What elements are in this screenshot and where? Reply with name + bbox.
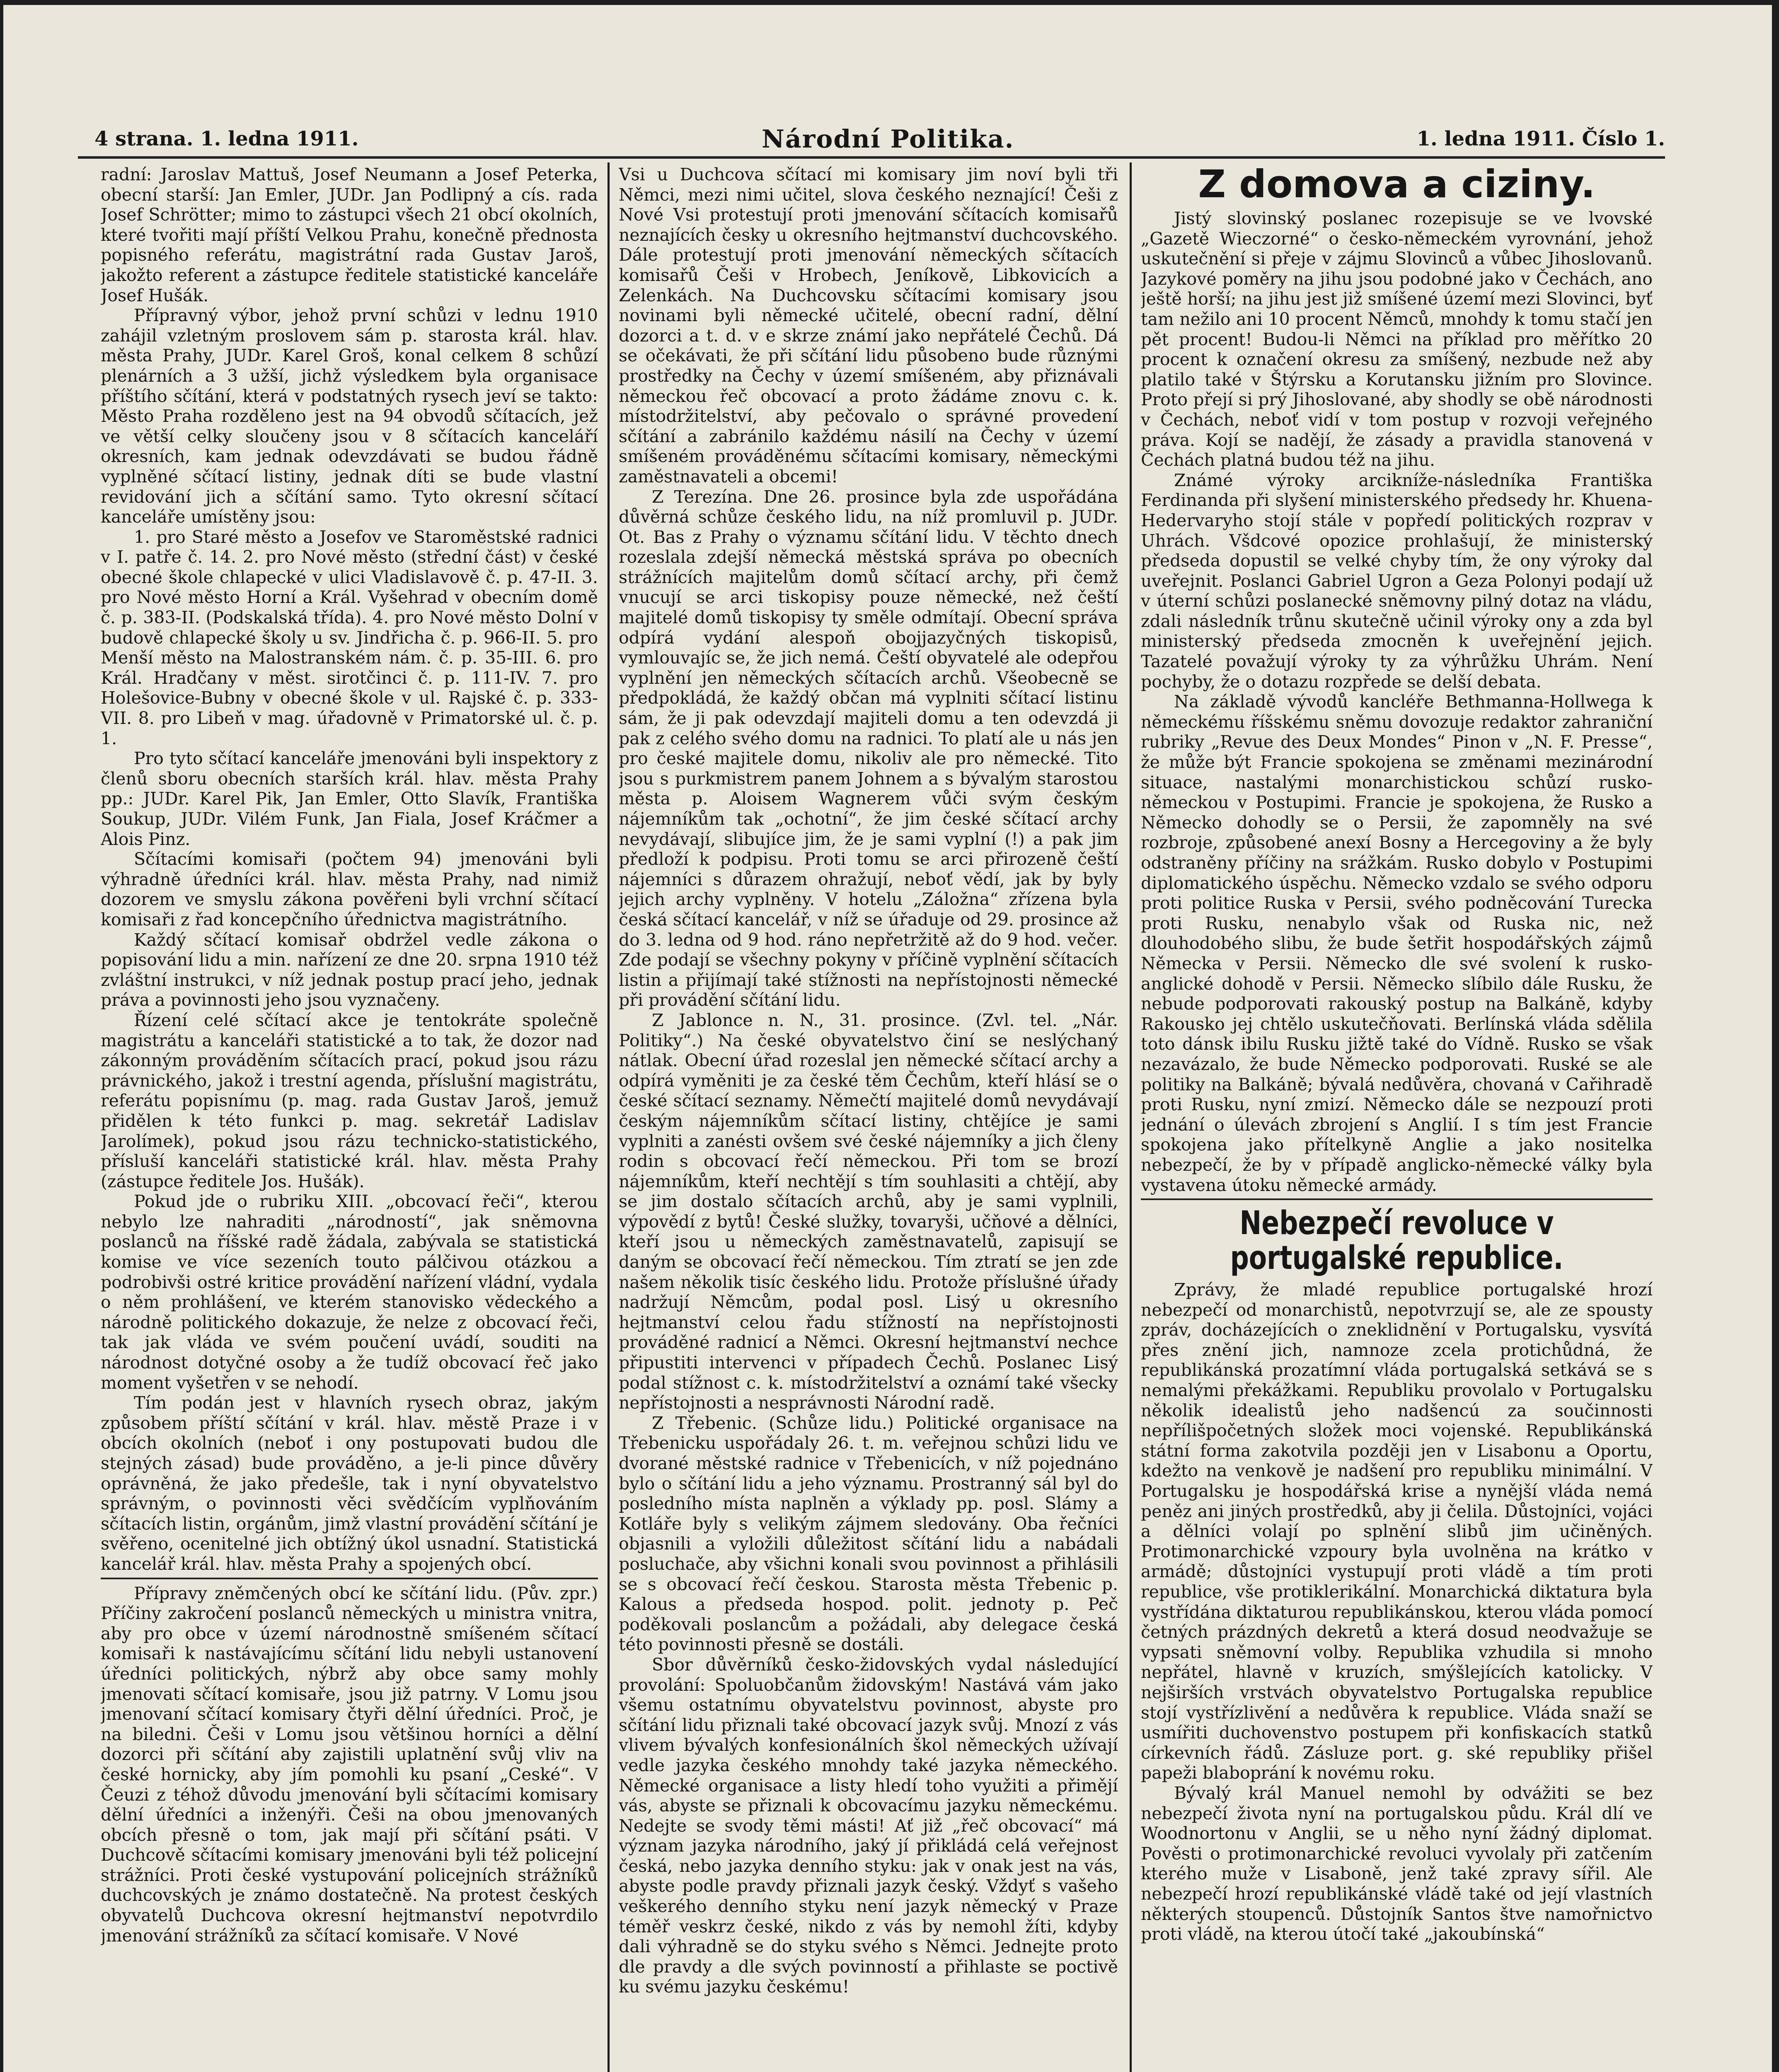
page-corner-stamp [1515,9,1650,109]
newspaper-page [3,5,1772,2072]
article-divider [1141,1198,1653,1200]
article-paragraph: Sbor důvěrníků česko-židovských vydal následující provolání: Spoluobčanům židovským! Nastává vám jako všemu ostatnímu obyvatelstvu povinnost, abyste pro sčítání lidu přiznali také obcovací jazyk svůj. Mnozí z vás vlivem bývalých konfesionálních škol německých užívají vedle jazyka českého mnohdy také jazyka německého. Německé organisace a listy hledí toho využiti a přimějí vás, abyste se přiznali k obcovacímu jazyku německému. Nedejte se svody těmi másti! Ať již „řeč obcovací“ má význam jazyka národního, jaký jí přikládá celá veřejnost česká, nebo jazyka denního styku: jak v onak jest na vás, abyste podle pravdy přiznali jazyk český. Vždyť s vašeho veškerého denního styku není jazyk německý v Praze téměř veskrz české, nikdo z vás by nemohl žíti, kdyby dali výhradně se do styku svého s Němci. Jednejte proto dle pravdy a dle svých povinností a přihlaste se poctivě ku svému jazyku českému! [619,1654,1118,1997]
article-paragraph: Tím podán jest v hlavních rysech obraz, jakým způsobem příští sčítání v král. hlav. městě Praze i v obcích okolních (neboť i ony postupovati budou dle stejných zásad) bude prováděno, a je-li pince důvěry oprávněná, že jako předešle, tak i nyní obyvatelstvo správným, o povinnosti věci svědčícím vyplňováním sčítacích listin, orgánům, jimž vlastní provádění sčítání je svěřeno, ocenitelné jich obtížný úkol usnadní. Statistická kancelář král. hlav. města Prahy a spojených obcí. [101,1393,598,1574]
article-paragraph: Přípravy zněmčených obcí ke sčítání lidu. (Pův. zpr.) Příčiny zakročení poslanců německých u ministra vnitra, aby pro obce v území národnostně smíšeném sčítací komisaři k nastávajícímu sčítání lidu nebyli ustanovení úředníci politických, nýbrž aby obce samy mohly jmenovati sčítací komisaře, jsou již patrny. V Lomu jsou jmenovaní sčítací komisary čtyři dělní úředníci. Proč, je na biledni. Češi v Lomu jsou většinou horníci a dělní dozorci při sčítání aby zajistili uplatnění svůj vliv na české hornicky, aby jím pomohli ku psaní „Ceské“. V Čeuzi z téhož důvodu jmenování byli sčítacími komisary dělní úředníci a inženýři. Češi na obou jmenovaných obcích přesně o tom, jak mají při sčítání psáti. V Duchcově sčítacími komisary jmenováni byli též policejní strážníci. Proti české vystupování policejních strážníků duchcovských je známo dostatečně. Na protest českých obyvatelů Duchcova okresní hejtmanství nepotvrdilo jmenování strážníků za sčítací komisaře. V Nové [101,1583,598,1946]
column-rule-1 [608,162,610,2072]
article-paragraph: Sčítacími komisaři (počtem 94) jmenováni byli výhradně úředníci král. hlav. města Prahy, nad nimiž dozorem ve smyslu zákona pověřeni byli vrchní sčítací komisaři z řad koncepčního úřednictva magistrátního. [101,849,598,929]
article-paragraph: Pokud jde o rubriku XIII. „obcovací řeči“, kterou nebylo lze nahraditi „národností“, jak sněmovna poslanců na říšské radě žádala, zabývala se statistická komise ve více sezeních touto pálčivou otázkou a podrobivši ostré kritice provádění nařízení vládní, vydala o něm prohlášení, ve kterém stanovisko vědeckého a národně politického dokazuje, že nelze z obcovací řeči, tak jak vláda ve svém poučení uvádí, souditi na národnost dotyčné osoby a že tudíž obcovací řeč jako moment vyšetřen v se nehodí. [101,1191,598,1393]
article-paragraph: Vsi u Duchcova sčítací mi komisary jim noví byli tři Němci, mezi nimi učitel, slova českého neznající! Češi z Nové Vsi protestují proti jmenování sčítacích komisařů neznajících česky u okresního hejtmanství duchcovského. Dále protestují proti jmenování německých sčítacích komisařů Češi v Hrobech, Jeníkově, Libkovicích a Zelenkách. Na Duchcovsku sčítacími komisary jsou novinami byli německé učitelé, obecní radní, dělní dozorci a t. d. v e skrze známí jako nepřátelé Čechů. Dá se očekávati, že při sčítání lidu působeno bude různými prostředky na Čechy v území smíšeném, aby přiznávali německou řeč obcovací a proto žádáme znovu c. k. místodržitelství, aby pečovalo o správné provedení sčítání a zabránilo každému násilí na Čechy v území smíšeném prováděnému sčítacími komisary, německými zaměstnavateli a obcemi! [619,165,1118,487]
article-paragraph: Bývalý král Manuel nemohl by odvážiti se bez nebezpečí života nyní na portugalskou půdu. Král dlí ve Woodnortonu v Anglii, se u něho nyní žádný diplomat. Pověsti o protimonarchické revoluci vyvolaly při zatčením kterého muže v Lisaboně, jenž také zpravy sířil. Ale nebezpečí hrozí republikánské vládě také od její vlastních některých stoupenců. Důstojník Santos štve namořnictvo proti vládě, na kterou útočí také „jakoubínská“ [1141,1783,1653,1944]
article-paragraph: Z Třebenic. (Schůze lidu.) Politické organisace na Třebenicku uspořádaly 26. t. m. veřejnou schůzi lidu ve dvorané městské radnice v Třebenicích, v níž pojednáno bylo o sčítání lidu a jeho významu. Prostranný sál byl do posledního místa naplněn a výklady pp. posl. Slámy a Kotláře byly s velikým zájmem sledovány. Oba řečníci objasnili a vyložili důležitost sčítání lidu a nabádali posluchače, aby všichni konali svou povinnost a přihlásili se s obcovací řečí českou. Starosta města Třebenic p. Kalous a předseda hospod. polit. jednoty p. Peč poděkovali poslancům a požádali, aby delegace česká této povinnosti přesně se dostáli. [619,1413,1118,1655]
article-paragraph: Známé výroky arcikníže-následníka Františka Ferdinanda při slyšení ministerského předsedy hr. Khuena-Hedervaryho stojí stále v popředí politických rozprav v Uhrách. Všdcové opozice prohlašují, že ministerský předseda dopustil se velké chyby tím, že ony výroky dal uveřejnit. Poslanci Gabriel Ugron a Geza Polonyi podají už v úterní schůzi poslanecké sněmovny pilný dotaz na vládu, zdali následník trůnu skutečně učinil výroky ony a zda byl ministerský předseda zmocněn k uveřejnění jejich. Tazatelé považují výroky ty za výhrůžku Uhrám. Není pochyby, že o dotazu rozpřede se delší debata. [1141,470,1653,692]
column-2 [619,165,1118,2072]
column-3 [1141,165,1653,2072]
article-paragraph: Z Jablonce n. N., 31. prosince. (Zvl. tel. „Nár. Politiky“.) Na české obyvatelstvo činí se neslýchaný nátlak. Obecní úřad rozeslal jen německé sčítací archy a odpírá vyměniti je za české těm Čechům, kteří hlásí se o české sčítací seznamy. Němečtí majitelé domů nevydávají českým nájemníkům sčítací listiny, chtějíce je sami vyplniti a zanésti ovšem své české nájemníky a jich členy rodin s obcovací řečí německou. Při tom se brozí nájemníkům, kteří nechtějí s tím souhlasiti a chtějí, aby se jim dostalo sčítacích archů, aby je sami vyplnili, výpovědí z bytů! České služky, tovaryši, učňové a dělníci, kteří jsou u německých zaměstnavatelů, zapisují se daným se obcovací řečí německou. Tím ztratí se jen zde našem několik tisíc českého lidu. Protože příslušné úřady nadržují Němcům, podal posl. Lisý u okresního hejtmanství celou řadu stížností na nepřístojnosti prováděné radnicí a Němci. Okresní hejtmanství nechce připustiti intervenci v případech Čechů. Poslanec Lisý podal stížnost c. k. místodržitelství a oznámí také všecky nepřístojnosti a nesprávnosti Národní radě. [619,1010,1118,1413]
article-paragraph: Řízení celé sčítací akce je tentokráte společně magistrátu a kanceláři statistické a to tak, že dozor nad zákonným prováděním sčítacích prací, pokud jsou rázu právnického, jakož i trestní agenda, příslušní magistrátu, referátu popisnímu (p. mag. rada Gustav Jaroš, jemuž přidělen k této funkci p. mag. sekretář Ladislav Jarolímek), pokud jsou rázu technicko-statistického, přísluší kanceláři statistické král. hlav. města Prahy (zástupce ředitele Jos. Hušák). [101,1010,598,1191]
article-paragraph: Pro tyto sčítací kanceláře jmenováni byli inspektory z členů sboru obecních starších král. hlav. města Prahy pp.: JUDr. Karel Pik, Jan Emler, Otto Slavík, Františka Soukup, JUDr. Vilém Funk, Jan Fiala, Josef Kráčmer a Alois Pinz. [101,748,598,849]
article-paragraph: Zprávy, že mladé republice portugalské hrozí nebezpečí od monarchistů, nepotvrzují se, ale ze spousty zpráv, docházejících o zneklidnění v Portugalsku, vysvítá přes znění jich, namnoze zcela protichůdná, že republikánská prozatímní vláda portugalská setkává se s nemalými překážkami. Republiku provolalo v Portugalsku několik idealistů jeho nadšencú za součinnosti nepřílišpočetných složek moci vojenské. Republikánská státní forma zakotvila později jen v Lisabonu a Oportu, kdežto na venkově je nadšení pro republiku minimální. V Portugalsku je hospodářská krise a nynější vláda nemá peněz ani jiných prostředků, aby ji čelila. Důstojníci, vojáci a dělníci volají po splnění slibů jim učiněných. Protimonarchické vzpoury byla uvolněna na krátko v armádě; důstojníci vystupují proti vládě a tím proti republice, vše protiklerikální. Monarchická diktatura byla vystřídána diktaturou republikánskou, kterou vláda pomocí četných prázdných dekretů a která dosud neodvažuje se vypsati sněmovní volby. Republika vzhudila si mnoho nepřátel, hlavně v kruzích, smýšlejících katolicky. V nejširších vrstvách obyvatelstvo Portugalska republice stojí vystřízlivění a nedůvěra k republice. Vláda snaží se usmířiti duchovenstvo postupem při konfiskacích statků církevních řádů. Zásluze port. g. ské republiky přišel papeži blaboprání k novému roku. [1141,1280,1653,1783]
article-paragraph: Na základě vývodů kancléře Bethmanna-Hollwega k německému říšskému sněmu dovozuje redaktor zahraniční rubriky „Revue des Deux Mondes“ Pinon v „N. F. Presse“, že může být Francie spokojena se změnami mezinárodní situace, nastalými monarchistickou schůzí rusko-německou v Postupimi. Francie je spokojena, že Rusko a Německo dohodly se o Persii, že zapomněly na své rozbroje, způsobené anexí Bosny a Hercegoviny a že byly odstraněny příčiny na srážkám. Rusko dobylo v Postupimi diplomatického úspěchu. Německo vzdalo se svého odporu proti politice Ruska v Persii, svého podněcování Turecka proti Rusku, nenabylo však od Ruska nic, než dlouhodobého slibu, že bude šetřit hospodářských zájmů Německa v Persii. Německo dle své svolení k rusko-anglické dohodě v Persii. Německo slíbilo dále Rusku, že nebude podporovati rakouský postup na Balkáně, kdyby Rakousko jej chtělo uskutečňovati. Berlínská vláda sdělila toto dánsk ibilu Rusku jižtě také do Vídně. Rusko se však nezavázalo, že bude Německo podporovati. Ruské se ale politiky na Balkáně; bývalá nedůvěra, chovaná v Cařihradě proti Rusku, nyní zmizí. Německo dále se nezpouzí proti jednání o úlevách zbrojení s Anglií. I s tím jest Francie spokojena jako přítelkyně Anglie a jako nositelka nebezpečí, že by v případě anglicko-německé války byla vystavena útoku německé armády. [1141,692,1653,1195]
masthead-line [78,123,1665,159]
column-rule-2 [1130,162,1132,2072]
newspaper-title: Národní Politika. [762,125,1014,154]
page-number-date: 4 strana. 1. ledna 1911. [94,127,359,150]
section-heading: Z domova a ciziny. [1198,165,1595,206]
article-paragraph: Z Terezína. Dne 26. prosince byla zde uspořádána důvěrná schůze českého lidu, na níž promluvil p. JUDr. Ot. Bas z Prahy o významu sčítání lidu. V těchto dnech rozeslala zdejší německá městská správa po obecních strážnících majitelům domů sčítací archy, při čemž vnucují se arci tiskopisy pouze německé, než čeští majitelé domů tiskopisy ty směle odmítají. Obecní správa odpírá vydání alespoň obojjazyčných tiskopisů, vymlouvajíc se, že jich nemá. Čeští obyvatelé ale odepřou vyplnění jen německých sčítacích archů. Všeobecně se předpokládá, že každý občan má vyplniti sčítací listinu sám, že ji pak odevzdají majiteli domu a ten odevzdá ji pak z celého svého domu na radnici. To platí ale u nás jen pro české majitele domu, nikoliv ale pro německé. Tito jsou s purkmistrem panem Johnem a s bývalým starostou města p. Aloisem Wagnerem vůči svým českým nájemníkům tak „ochotní“, že jim české sčítací archy nevydávají, slibujíce jim, že je sami vyplní (!) a pak jim předloží k podpisu. Proti tomu se arci přirozeně čeští nájemníci s důrazem ohražují, neboť vědí, jak by byly jejich archy vyplněny. V hotelu „Záložna“ zřízena byla česká sčítací kancelář, v níž se úřaduje od 29. prosince až do 3. ledna od 9 hod. ráno nepřetržitě až do 9 hod. večer. Zde podají se všechny pokyny v příčině vyplnění sčítacích listin a přijímají také stížnosti na nepřístojnosti německé při provádění sčítání lidu. [619,487,1118,1010]
issue-date-number: 1. ledna 1911. Číslo 1. [1416,127,1665,150]
article-paragraph: radní: Jaroslav Mattuš, Josef Neumann a Josef Peterka, obecní starší: Jan Emler, JUDr. Jan Podlipný a cís. rada Josef Schrötter; mimo to zástupci všech 21 obcí okolních, které tvořiti mají příští Velkou Prahu, konečně přednosta popisného referátu, magistrátní rada Gustav Jaroš, jakožto referent a zástupce ředitele statistické kanceláře Josef Hušák. [101,165,598,305]
article-paragraph: Přípravný výbor, jehož první schůzi v lednu 1910 zahájil vzletným proslovem sám p. starosta král. hlav. města Prahy, JUDr. Karel Groš, konal celkem 8 schůzí plenárních a 3 užší, jichž výsledkem byla organisace příštího sčítání, která v podstatných rysech jeví se takto: Město Praha rozděleno jest na 94 obvodů sčítacích, jež ve větší celky sloučeny jsou v 8 sčítacích kanceláří okresních, kam jednak odevzdávati se budou řádně vyplněné sčítací listiny, jednak díti se bude vlastní revidování jich a sčítání samo. Tyto okresní sčítací kanceláře umístěny jsou: [101,305,598,527]
column-1 [101,165,598,2072]
article-paragraph: Každý sčítací komisař obdržel vedle zákona o popisování lidu a min. nařízení ze dne 20. srpna 1910 též zvláštní instrukci, v níž jednak postup prací jeho, jednak práva a povinnosti jeho jsou vyznačeny. [101,929,598,1010]
office-list: 1. pro Staré město a Josefov ve Staroměstské radnici v I. patře č. 14. 2. pro Nové město (střední část) v české obecné škole chlapecké v ulici Vladislavově č. p. 47-II. 3. pro Nové město Horní a Král. Vyšehrad v obecním domě č. p. 383-II. (Podskalská třída). 4. pro Nové město Dolní v budově chlapecké školy u sv. Jindřicha č. p. 966-II. 5. pro Menší město na Malostranském nám. č. p. 35-III. 6. pro Král. Hradčany v měst. sirotčinci č. p. 111-IV. 7. pro Holešovice-Bubny v obecné škole v ul. Rajské č. p. 333-VII. 8. pro Libeň v mag. úřadovně v Primatorské ul. č. p. 1. [101,527,598,748]
article-divider [101,1578,598,1579]
article-paragraph: Jistý slovinský poslanec rozepisuje se ve lvovské „Gazetě Wieczorné“ o česko-německém vyrovnání, jehož uskutečnění si přeje v zájmu Slovinců a vůbec Jihoslovanů. Jazykové poměry na jihu jsou podobné jako v Čechách, ano ještě horší; na jihu jest již smíšené území mezi Slovinci, byť tam nežilo ani 10 procent Němců, mnohdy k tomu stačí jen pět procent! Budou-li Němci na příklad pro měřítko 20 procent k označení okresu za smíšený, nezbude než aby platilo také v Štýrsku a Korutansku jižním pro Slovince. Proto přejí si prý Jihoslované, aby shodly se obě národnosti v Čechách, neboť vidí v tom postup v rozvoji veřejného práva. Kojí se nadějí, že zásady a pravidla stanovená v Čechách platná budou též na jihu. [1141,208,1653,470]
article-headline: Nebezpečí revoluce v portugalské republice. [1230,1205,1564,1277]
